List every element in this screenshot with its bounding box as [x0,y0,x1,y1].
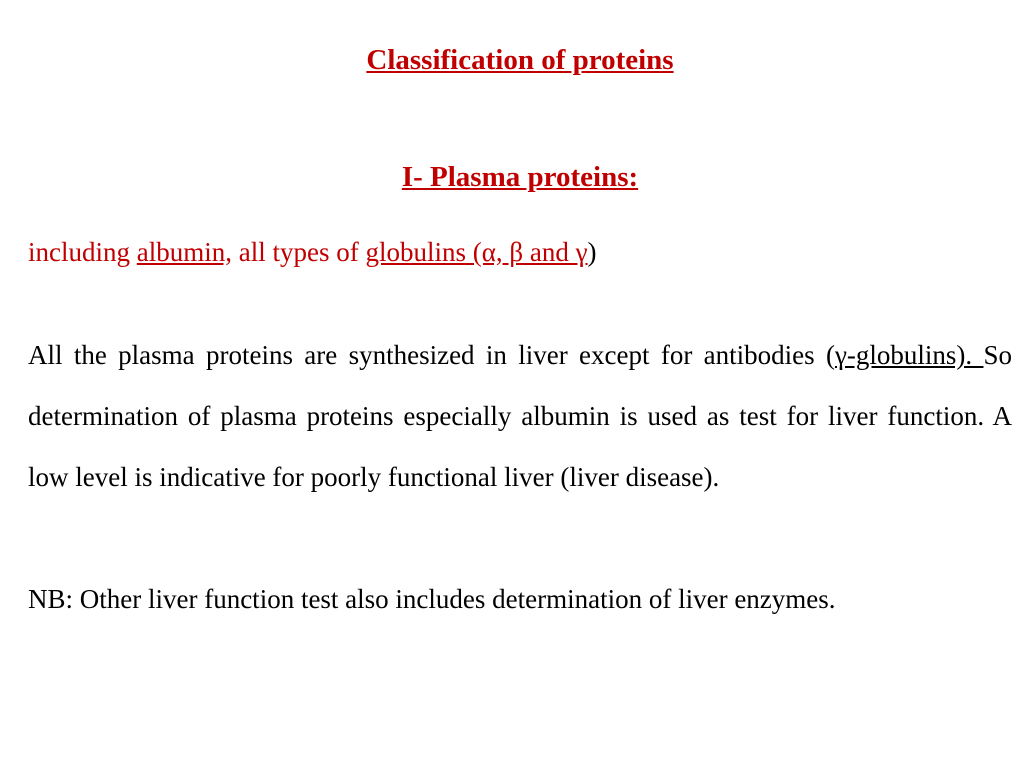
plasma-proteins-list [28,234,1008,270]
paragraph-part2: So determination of plasma proteins especially albumin is used as test for liver function. A low level is indicative for poorly functional liver (liver disease). [28,340,1012,492]
globulins-term: globulins (α, β and γ [365,237,588,267]
including-prefix: including [28,237,137,267]
paragraph-part1: All the plasma proteins are synthesized in liver except for antibodies ( [28,340,835,370]
including-suffix: ) [587,237,597,267]
section-heading: I- Plasma proteins: [401,161,639,193]
synthesis-paragraph [28,325,1012,508]
gamma-globulins-term: γ-globulins). [834,340,984,370]
slide-title: Classification of proteins [366,44,674,76]
albumin-term: albumin, [136,237,232,267]
nb-note: NB: Other liver function test also includes determination of liver enzymes. [28,584,836,614]
including-middle: all types of [232,237,366,267]
